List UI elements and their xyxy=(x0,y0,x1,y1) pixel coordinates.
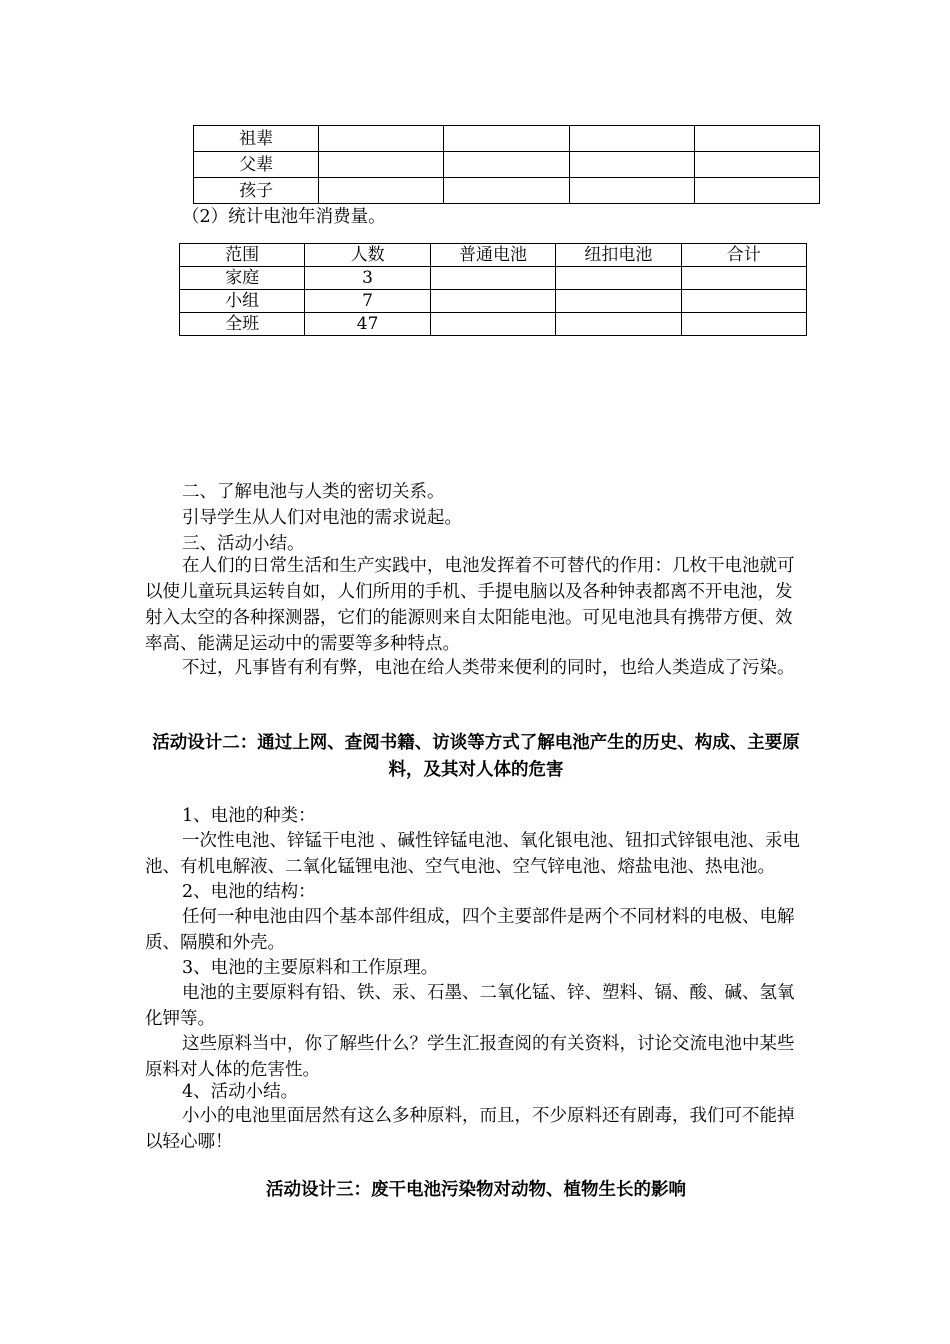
table-row xyxy=(180,290,807,313)
table-cell xyxy=(556,313,681,336)
table-cell xyxy=(694,152,819,178)
paragraph: 1、电池的种类： xyxy=(182,806,316,826)
table-header-row xyxy=(180,244,807,267)
paragraph: 4、活动小结。 xyxy=(182,1082,299,1102)
table-cell xyxy=(681,290,806,313)
table-row xyxy=(194,126,820,152)
table-cell xyxy=(444,126,569,152)
table-cell xyxy=(319,178,444,204)
generation-table xyxy=(193,125,820,204)
column-header: 合计 xyxy=(681,244,806,267)
paragraph: 这些原料当中，你了解些什么？学生汇报查阅的有关资料，讨论交流电池中某些原料对人体的危害性。 xyxy=(145,1034,795,1080)
table-row xyxy=(180,267,807,290)
column-header: 人数 xyxy=(305,244,430,267)
table-cell xyxy=(569,178,694,204)
table-cell xyxy=(681,313,806,336)
table-cell xyxy=(694,178,819,204)
table-cell xyxy=(556,290,681,313)
row-label: 孩子 xyxy=(194,178,319,204)
paragraph: 二、了解电池与人类的密切关系。 xyxy=(182,482,445,502)
table-cell xyxy=(430,267,555,290)
table-cell xyxy=(430,290,555,313)
table-cell xyxy=(430,313,555,336)
table-cell: 小组 xyxy=(180,290,305,313)
table-cell xyxy=(694,126,819,152)
table-cell: 7 xyxy=(305,290,430,313)
table-cell xyxy=(569,126,694,152)
paragraph: 引导学生从人们对电池的需求说起。 xyxy=(182,508,462,528)
table-row xyxy=(194,152,820,178)
paragraph: 3、电池的主要原料和工作原理。 xyxy=(182,958,439,978)
paragraph: 在人们的日常生活和生产实践中，电池发挥着不可替代的作用：几枚干电池就可以使儿童玩具运转自如，人们所用的手机、手提电脑以及各种钟表都离不开电池，发射入太空的各种探测器，它们的能源则来自太阳能电池。可见电池具有携带方便、效率高、能满足运动中的需要等多种特点。 xyxy=(145,556,795,654)
table-cell xyxy=(569,152,694,178)
table-cell: 家庭 xyxy=(180,267,305,290)
table-cell: 全班 xyxy=(180,313,305,336)
paragraph: 2、电池的结构： xyxy=(182,882,316,902)
table-cell xyxy=(444,152,569,178)
paragraph: 任何一种电池由四个基本部件组成，四个主要部件是两个不同材料的电极、电解质、隔膜和外壳。 xyxy=(145,907,795,953)
table-cell xyxy=(444,178,569,204)
table-cell xyxy=(319,152,444,178)
battery-consumption-table xyxy=(179,243,807,336)
column-header: 范围 xyxy=(180,244,305,267)
paragraph: 一次性电池、锌锰干电池 、碱性锌锰电池、氧化银电池、钮扣式锌银电池、汞电池、有机电解液、二氧化锰锂电池、空气电池、空气锌电池、熔盐电池、热电池。 xyxy=(145,831,801,877)
table-cell: 47 xyxy=(305,313,430,336)
section-heading: 活动设计二：通过上网、查阅书籍、访谈等方式了解电池产生的历史、构成、主要原料，及其对人体的危害 xyxy=(152,733,800,780)
table-cell xyxy=(681,267,806,290)
row-label: 父辈 xyxy=(194,152,319,178)
paragraph: 不过，凡事皆有利有弊，电池在给人类带来便利的同时，也给人类造成了污染。 xyxy=(182,658,795,678)
column-header: 纽扣电池 xyxy=(556,244,681,267)
column-header: 普通电池 xyxy=(430,244,555,267)
table-row xyxy=(180,313,807,336)
paragraph: 三、活动小结。 xyxy=(182,534,305,554)
paragraph: 电池的主要原料有铅、铁、汞、石墨、二氧化锰、锌、塑料、镉、酸、碱、氢氧化钾等。 xyxy=(145,983,795,1029)
table-row xyxy=(194,178,820,204)
section-heading: 活动设计三：废干电池污染物对动物、植物生长的影响 xyxy=(266,1180,686,1200)
row-label: 祖辈 xyxy=(194,126,319,152)
table-cell xyxy=(556,267,681,290)
table-cell xyxy=(319,126,444,152)
table2-caption: （2）统计电池年消费量。 xyxy=(182,207,386,227)
paragraph: 小小的电池里面居然有这么多种原料，而且，不少原料还有剧毒，我们可不能掉以轻心哪！ xyxy=(145,1106,795,1152)
table-cell: 3 xyxy=(305,267,430,290)
